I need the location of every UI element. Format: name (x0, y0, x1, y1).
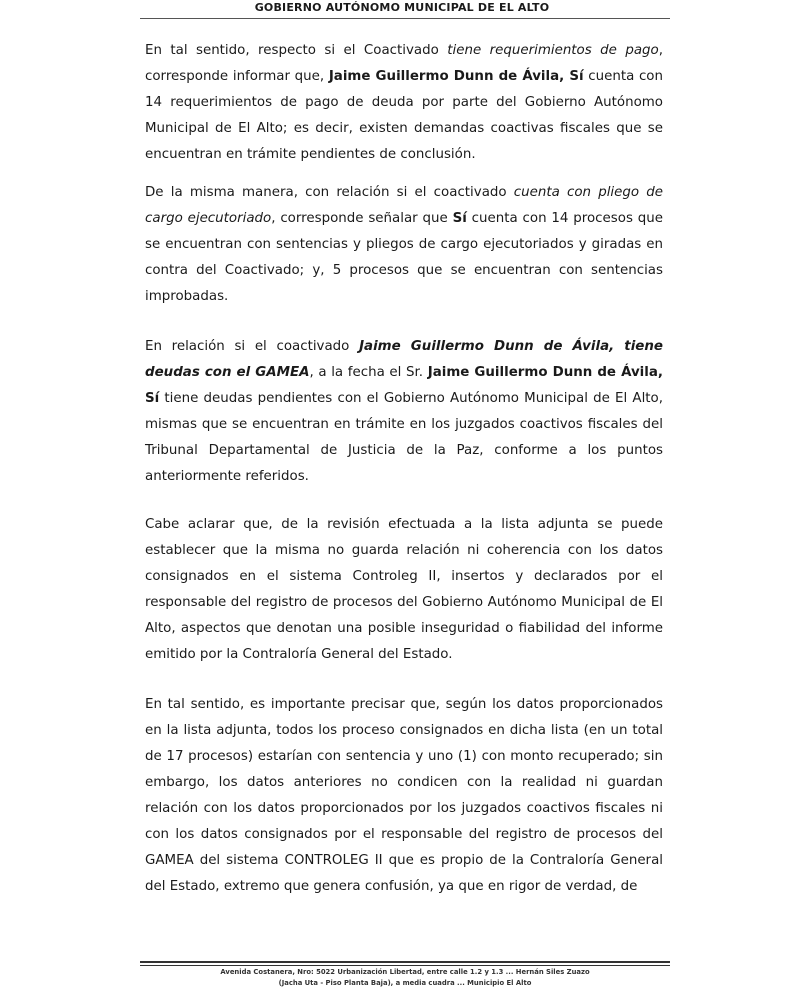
spacer (145, 310, 663, 334)
p2-text-3: cuenta con 14 procesos que se encuentran con sentencias y pliegos de cargo ejecutoriados y giradas en contra del Coactivado; y, 5 procesos que se encuentran con sentencias improbadas. (145, 211, 663, 304)
spacer (145, 668, 663, 692)
page-header (0, 0, 804, 20)
p2-italic-phrase: cuenta con pliego de cargo ejecutoriado (145, 185, 664, 226)
header-title: GOBIERNO AUTÓNOMO MUNICIPAL DE EL ALTO (254, 1, 550, 14)
footer-address-line-2: (Jacha Uta - Piso Planta Baja), a media cuadra ... Municipio El Alto (278, 979, 532, 987)
paragraph-pliego-de-cargo (145, 180, 663, 310)
p1-italic-phrase: tiene requerimientos de pago (447, 43, 659, 58)
spacer (145, 490, 663, 512)
p3-text-3: tiene deudas pendientes con el Gobierno Autónomo Municipal de El Alto, mismas que se encuentran en trámite en los juzgados coactivos fiscales del Tribunal Departamental de Justicia de la Paz, conforme a los puntos anteriormente referidos. (145, 391, 663, 484)
p3-bold-name: Jaime Guillermo Dunn de Ávila, Sí (145, 365, 663, 406)
footer-address-line-1: Avenida Costanera, Nro: 5022 Urbanización Libertad, entre calle 1.2 y 1.3 ... Hernán Siles Zuazo (220, 968, 590, 976)
p2-bold-si: Sí (452, 211, 467, 226)
header-divider (140, 18, 670, 19)
p2-text-1: De la misma manera, con relación si el coactivado (145, 185, 514, 200)
paragraph-requerimientos (145, 38, 663, 168)
p3-text-1: En relación si el coactivado (145, 339, 360, 354)
paragraph-deudas-gamea (145, 334, 663, 490)
page-footer (140, 967, 670, 989)
p1-text-3: cuenta con 14 requerimientos de pago de deuda por parte del Gobierno Autónomo Municipal de El Alto; es decir, existen demandas coactivas fiscales que se encuentran en trámite pendientes de conclusión. (145, 69, 663, 162)
p3-bold-italic-phrase: Jaime Guillermo Dunn de Ávila, tiene deudas con el GAMEA (145, 339, 663, 380)
p2-text-2: , corresponde señalar que (271, 211, 453, 226)
p1-bold-name: Jaime Guillermo Dunn de Ávila, Sí (328, 69, 584, 84)
paragraph-precision: En tal sentido, es importante precisar que, según los datos proporcionados en la lista adjunta, todos los proceso consignados en dicha lista (en un total de 17 procesos) estarían con sentencia y uno (1) con monto recuperado; sin embargo, los datos anteriores no condicen con la realidad ni guardan relación con los datos proporcionados por los juzgados coactivos fiscales ni con los datos consignados por el responsable del registro de procesos del GAMEA del sistema CONTROLEG II que es propio de la Contraloría General del Estado, extremo que genera confusión, ya que en rigor de verdad, de (145, 697, 663, 894)
footer-divider (140, 961, 670, 963)
p3-text-2: , a la fecha el Sr. (309, 365, 428, 380)
document-body (145, 38, 663, 900)
p1-text-1: En tal sentido, respecto si el Coactivado (145, 43, 448, 58)
footer-divider-thin (140, 965, 670, 966)
spacer (145, 168, 663, 180)
paragraph-aclaracion: Cabe aclarar que, de la revisión efectuada a la lista adjunta se puede establecer que la misma no guarda relación ni coherencia con los datos consignados en el sistema Controleg II, insertos y declarados por el responsable del registro de procesos del Gobierno Autónomo Municipal de El Alto, aspectos que denotan una posible inseguridad o fiabilidad del informe emitido por la Contraloría General del Estado. (145, 517, 663, 662)
p1-text-2: , corresponde informar que, (145, 43, 663, 84)
